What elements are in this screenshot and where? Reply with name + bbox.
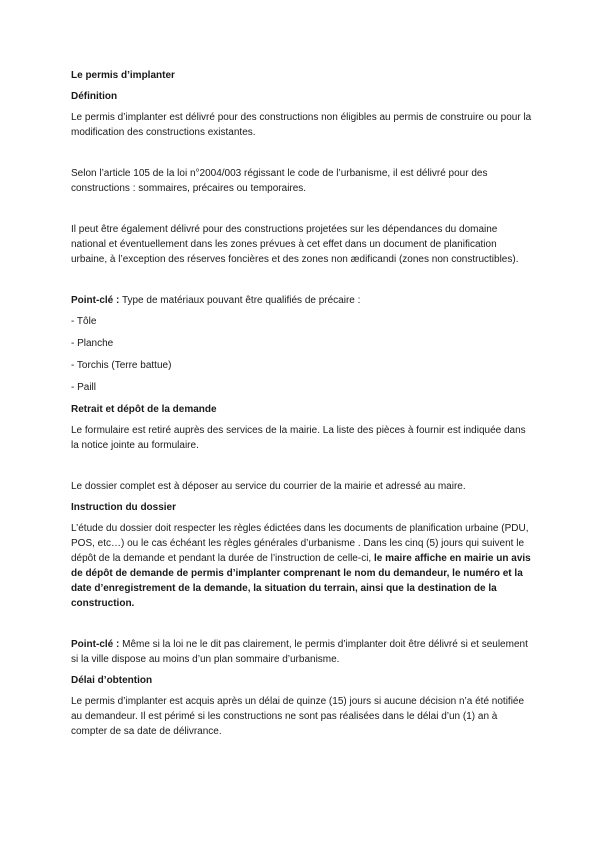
point-cle-text: Même si la loi ne le dit pas clairement, le permis d’implanter doit être délivré si et seulement si la ville dispose au moins d’un plan sommaire d’urbanisme. — [71, 639, 528, 665]
instruction-text: L’étude du dossier doit respecter les règles édictées dans les documents de planification urbaine (PDU, POS, etc…) ou le cas échéant les règles générales d’urbanisme . Dans les cinq (5) jours qui suivent le dépôt de la demande et pendant la durée de l’instruction de celle-ci, — [71, 523, 529, 564]
point-cle-text: Type de matériaux pouvant être qualifiés de précaire : — [119, 295, 361, 306]
list-item: - Torchis (Terre battue) — [71, 360, 172, 371]
spacer — [71, 459, 533, 479]
list-item: - Paill — [71, 382, 97, 393]
heading-definition: Définition — [71, 91, 118, 102]
heading-delai: Délai d’obtention — [71, 675, 153, 686]
point-cle-label: Point-clé : — [71, 639, 120, 650]
definition-paragraph-3: Il peut être également délivré pour des constructions projetées sur les dépendances du domaine national et éventuellement dans les zones prévues à cet effet dans un document de planification urbaine, à l’exception des réserves foncières et des zones non ædificandi (zones non constructibles). — [71, 224, 519, 265]
definition-paragraph-1: Le permis d’implanter est délivré pour des constructions non éligibles au permis de construire ou pour la modification des constructions existantes. — [71, 112, 532, 138]
retrait-paragraph-1: Le formulaire est retiré auprès des services de la mairie. La liste des pièces à fournir est indiquée dans la notice jointe au formulaire. — [71, 425, 526, 451]
delai-paragraph: Le permis d’implanter est acquis après un délai de quinze (15) jours si aucune décision n’a été notifiée au demandeur. Il est périmé si les constructions ne sont pas réalisées dans le délai d’un (1) an à compter de sa date de délivrance. — [71, 696, 525, 737]
document-title: Le permis d’implanter — [71, 70, 175, 81]
point-cle-plan — [71, 637, 533, 667]
spacer — [71, 202, 533, 222]
point-cle-label: Point-clé : — [71, 295, 120, 306]
point-cle-materials — [71, 293, 533, 308]
instruction-paragraph — [71, 521, 533, 611]
spacer — [71, 273, 533, 293]
spacer — [71, 146, 533, 166]
spacer — [71, 617, 533, 637]
list-item: - Planche — [71, 338, 114, 349]
definition-paragraph-2: Selon l’article 105 de la loi n°2004/003 régissant le code de l’urbanisme, il est délivré pour des constructions : sommaires, précaires ou temporaires. — [71, 168, 488, 194]
heading-instruction: Instruction du dossier — [71, 502, 177, 513]
instruction-bold-text: le maire affiche en mairie un avis de dépôt de demande de permis d’implanter comprenant le nom du demandeur, le numéro et la date d’enregistrement de la demande, la situation du terrain, ainsi que la destination de la construction. — [71, 553, 531, 609]
document-page — [71, 68, 533, 745]
list-item: - Tôle — [71, 316, 97, 327]
heading-retrait: Retrait et dépôt de la demande — [71, 404, 217, 415]
retrait-paragraph-2: Le dossier complet est à déposer au service du courrier de la mairie et adressé au maire. — [71, 481, 466, 492]
